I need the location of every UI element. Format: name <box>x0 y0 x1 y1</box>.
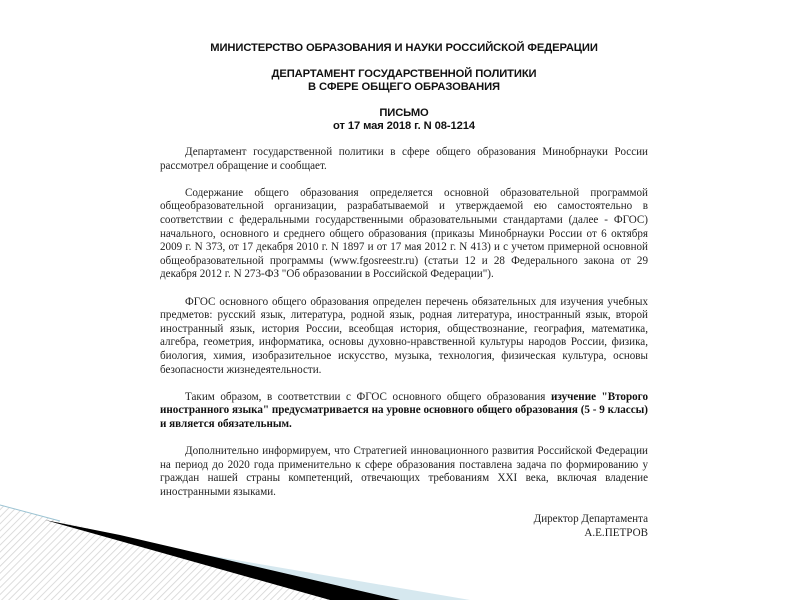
letter-document <box>160 42 648 540</box>
signature-title: Директор Департамента <box>533 513 648 526</box>
paragraph-4-text: Таким образом, в соответствии с ФГОС основного общего образования <box>185 390 551 403</box>
ministry-heading: МИНИСТЕРСТВО ОБРАЗОВАНИЯ И НАУКИ РОССИЙСКОЙ ФЕДЕРАЦИИ <box>210 42 598 54</box>
letter-title: ПИСЬМО <box>379 107 429 119</box>
department-line-2: В СФЕРЕ ОБЩЕГО ОБРАЗОВАНИЯ <box>308 81 500 93</box>
letter-heading <box>160 107 648 133</box>
light-blue-wedge <box>50 530 470 600</box>
signature-name: А.Е.ПЕТРОВ <box>584 526 648 539</box>
paragraph-4-grades: (5 - 9 классы) <box>577 404 648 417</box>
department-heading <box>160 68 648 94</box>
letter-date: от 17 мая 2018 г. N 08-1214 <box>333 120 475 132</box>
letter-body <box>160 146 648 499</box>
paragraph-1: Департамент государственной политики в сфере общего образования Минобрнауки России рассмотрел обращение и сообщает. <box>160 146 648 172</box>
paragraph-3: ФГОС основного общего образования определен перечень обязательных для изучения учебных предметов: русский язык, литература, родной язык, родная литература, иностранный язык, второй иностранный язык, история России, всеобщая история, обществознание, география, математика, алгебра, геометрия, информатика, основы духовно-нравственной культуры народов России, физика, биология, химия, изобразительное искусство, музыка, технология, физическая культура, основы безопасности жизнедеятельности. <box>160 295 648 376</box>
paragraph-2: Содержание общего образования определяется основной образовательной программой общеобразовательной организации, разрабатываемой и утверждаемой ею самостоятельно в соответствии с федеральными государственными образовательными стандартами (далее - ФГОС) начального, основного и среднего общего образования (приказы Минобрнауки России от 6 октября 2009 г. N 373, от 17 декабря 2010 г. N 1897 и от 17 мая 2012 г. N 413) и с учетом примерной основной общеобразовательной программы (www.fgosreestr.ru) (статьи 12 и 28 Федерального закона от 29 декабря 2012 г. N 273-ФЗ "Об образовании в Российской Федерации"). <box>160 186 648 281</box>
blue-edge-line <box>0 505 60 521</box>
paragraph-5: Дополнительно информируем, что Стратегией инновационного развития Российской Федерации на период до 2020 года применительно к сфере образования поставлена задача по формированию у граждан нашей страны компетенций, отвечающих требованиям XXI века, включая владение иностранными языками. <box>160 445 648 498</box>
department-line-1: ДЕПАРТАМЕНТ ГОСУДАРСТВЕННОЙ ПОЛИТИКИ <box>271 68 537 80</box>
paragraph-4 <box>160 391 648 432</box>
paragraph-4-conclusion: и является обязательным. <box>160 417 292 430</box>
paragraph-4-emphasis: изучение "Второго иностранного языка" предусматривается на уровне основного общего образования <box>160 390 648 417</box>
signature-block <box>160 513 648 540</box>
